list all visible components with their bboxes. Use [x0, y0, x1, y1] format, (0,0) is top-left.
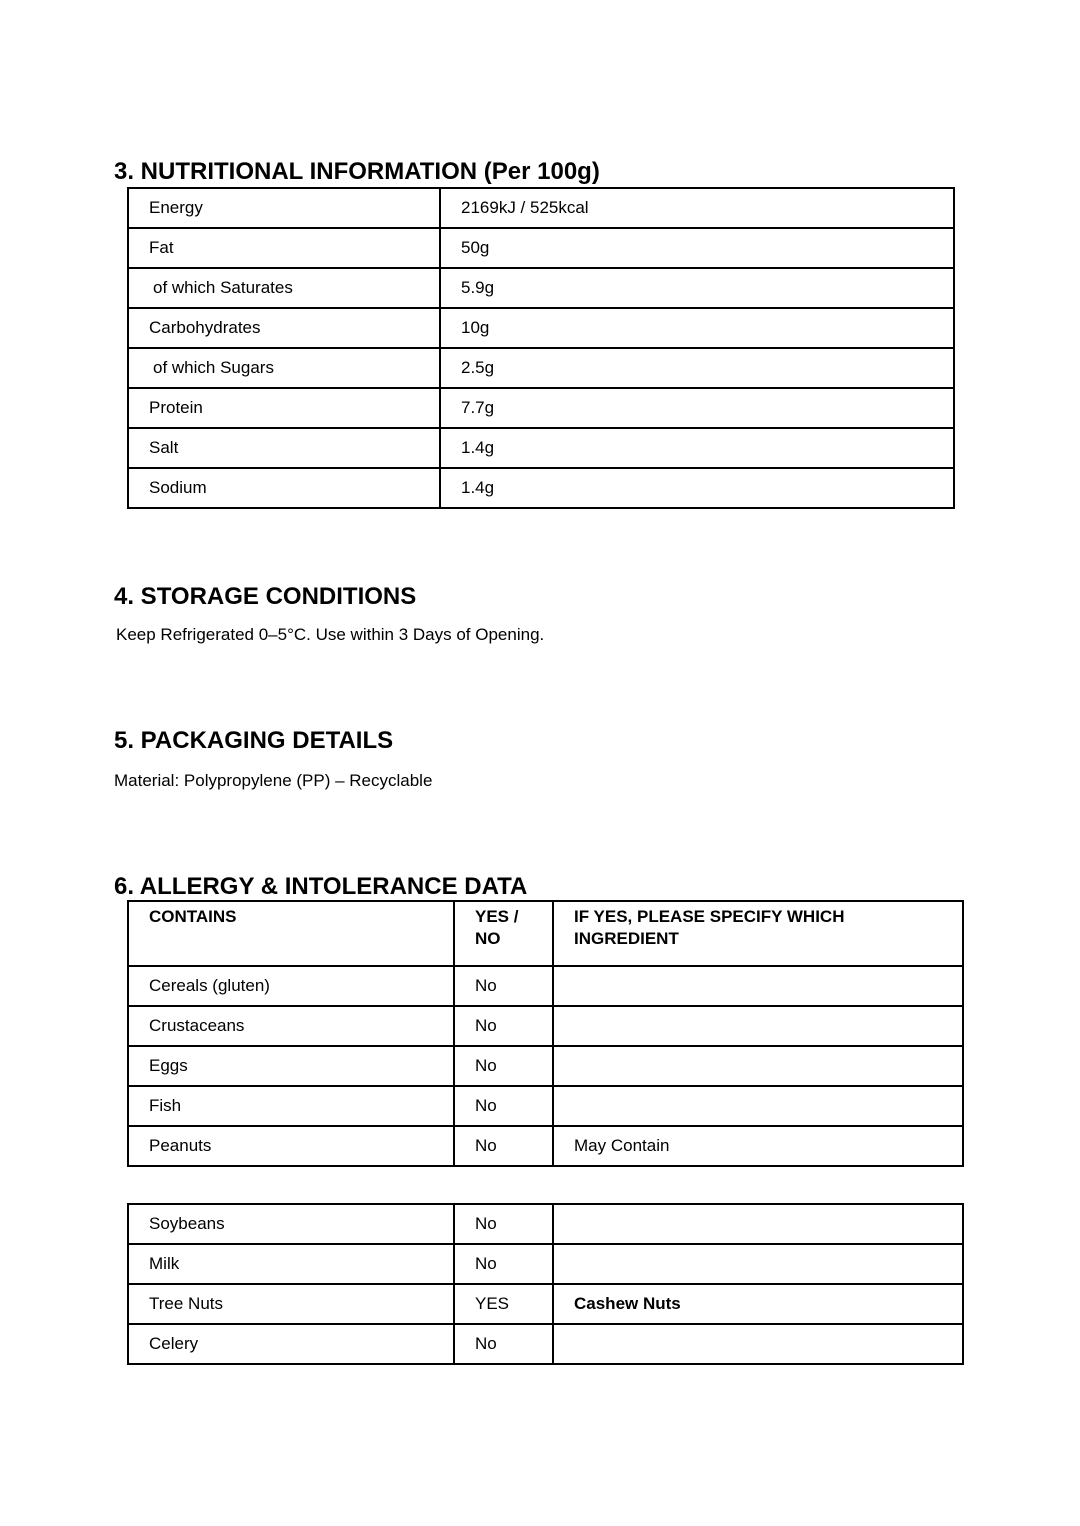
- allergen-answer: No: [454, 1244, 553, 1284]
- table-row: [128, 228, 954, 268]
- contains-header: [128, 901, 454, 966]
- storage-text: Keep Refrigerated 0–5°C. Use within 3 Days of Opening.: [116, 625, 545, 644]
- table-row: [128, 308, 954, 348]
- allergy-heading: 6. ALLERGY & INTOLERANCE DATA: [114, 873, 528, 900]
- nutrient-value: 10g: [440, 308, 954, 348]
- allergen-detail: [553, 1006, 963, 1046]
- allergen-detail: [553, 966, 963, 1006]
- allergen-answer: No: [454, 1126, 553, 1166]
- allergen-name: Crustaceans: [128, 1006, 454, 1046]
- table-row: [128, 1126, 963, 1166]
- yes-no-header-line: NO: [475, 929, 501, 948]
- nutrient-label: Protein: [128, 388, 440, 428]
- nutrition-table: [127, 187, 955, 509]
- nutrient-label: Salt: [128, 428, 440, 468]
- yes-no-header-line: YES /: [475, 907, 519, 926]
- packaging-heading: 5. PACKAGING DETAILS: [114, 727, 394, 754]
- table-row: [128, 428, 954, 468]
- allergy-table-continued: [127, 1203, 964, 1365]
- nutrient-value: 1.4g: [440, 468, 954, 508]
- table-row: [128, 1204, 963, 1244]
- allergen-detail: [553, 1244, 963, 1284]
- allergen-detail: May Contain: [553, 1126, 963, 1166]
- allergen-answer: No: [454, 1046, 553, 1086]
- packaging-text: Material: Polypropylene (PP) – Recyclable: [114, 771, 433, 790]
- allergen-answer: No: [454, 966, 553, 1006]
- nutrient-value: 5.9g: [440, 268, 954, 308]
- allergen-name: Celery: [128, 1324, 454, 1364]
- allergy-table: [127, 900, 964, 1167]
- allergen-name: Milk: [128, 1244, 454, 1284]
- table-row: [128, 1284, 963, 1324]
- allergen-answer: No: [454, 1086, 553, 1126]
- table-row: [128, 188, 954, 228]
- table-row: [128, 268, 954, 308]
- table-header-row: [128, 901, 963, 966]
- table-row: [128, 1046, 963, 1086]
- allergen-detail: [553, 1324, 963, 1364]
- table-row: [128, 1086, 963, 1126]
- table-row: [128, 1006, 963, 1046]
- allergen-detail: [553, 1086, 963, 1126]
- allergen-answer: YES: [454, 1284, 553, 1324]
- table-row: [128, 1324, 963, 1364]
- allergen-name: Soybeans: [128, 1204, 454, 1244]
- nutrient-label: Fat: [128, 228, 440, 268]
- nutrient-label: of which Saturates: [128, 268, 440, 308]
- specify-header-line: IF YES, PLEASE SPECIFY WHICH: [574, 907, 845, 926]
- nutrient-label: of which Sugars: [128, 348, 440, 388]
- nutrient-label: Carbohydrates: [128, 308, 440, 348]
- nutrient-value: 2169kJ / 525kcal: [440, 188, 954, 228]
- table-row: [128, 348, 954, 388]
- allergen-answer: No: [454, 1204, 553, 1244]
- nutrient-value: 50g: [440, 228, 954, 268]
- storage-heading: 4. STORAGE CONDITIONS: [114, 583, 417, 610]
- allergen-name: Tree Nuts: [128, 1284, 454, 1324]
- nutrient-value: 7.7g: [440, 388, 954, 428]
- nutrient-value: 2.5g: [440, 348, 954, 388]
- allergen-name: Eggs: [128, 1046, 454, 1086]
- table-row: [128, 468, 954, 508]
- allergen-answer: No: [454, 1006, 553, 1046]
- nutrient-label: Energy: [128, 188, 440, 228]
- table-row: [128, 388, 954, 428]
- allergen-name: Cereals (gluten): [128, 966, 454, 1006]
- specify-header: [553, 901, 963, 966]
- allergen-name: Peanuts: [128, 1126, 454, 1166]
- nutrient-label: Sodium: [128, 468, 440, 508]
- allergen-detail: [553, 1046, 963, 1086]
- table-row: [128, 966, 963, 1006]
- yes-no-header: [454, 901, 553, 966]
- contains-header-label: CONTAINS: [149, 907, 237, 926]
- allergen-detail: [553, 1204, 963, 1244]
- allergen-name: Fish: [128, 1086, 454, 1126]
- specify-header-line: INGREDIENT: [574, 929, 679, 948]
- table-row: [128, 1244, 963, 1284]
- nutrient-value: 1.4g: [440, 428, 954, 468]
- allergen-detail: Cashew Nuts: [553, 1284, 963, 1324]
- allergen-answer: No: [454, 1324, 553, 1364]
- nutrition-heading: 3. NUTRITIONAL INFORMATION (Per 100g): [114, 158, 600, 185]
